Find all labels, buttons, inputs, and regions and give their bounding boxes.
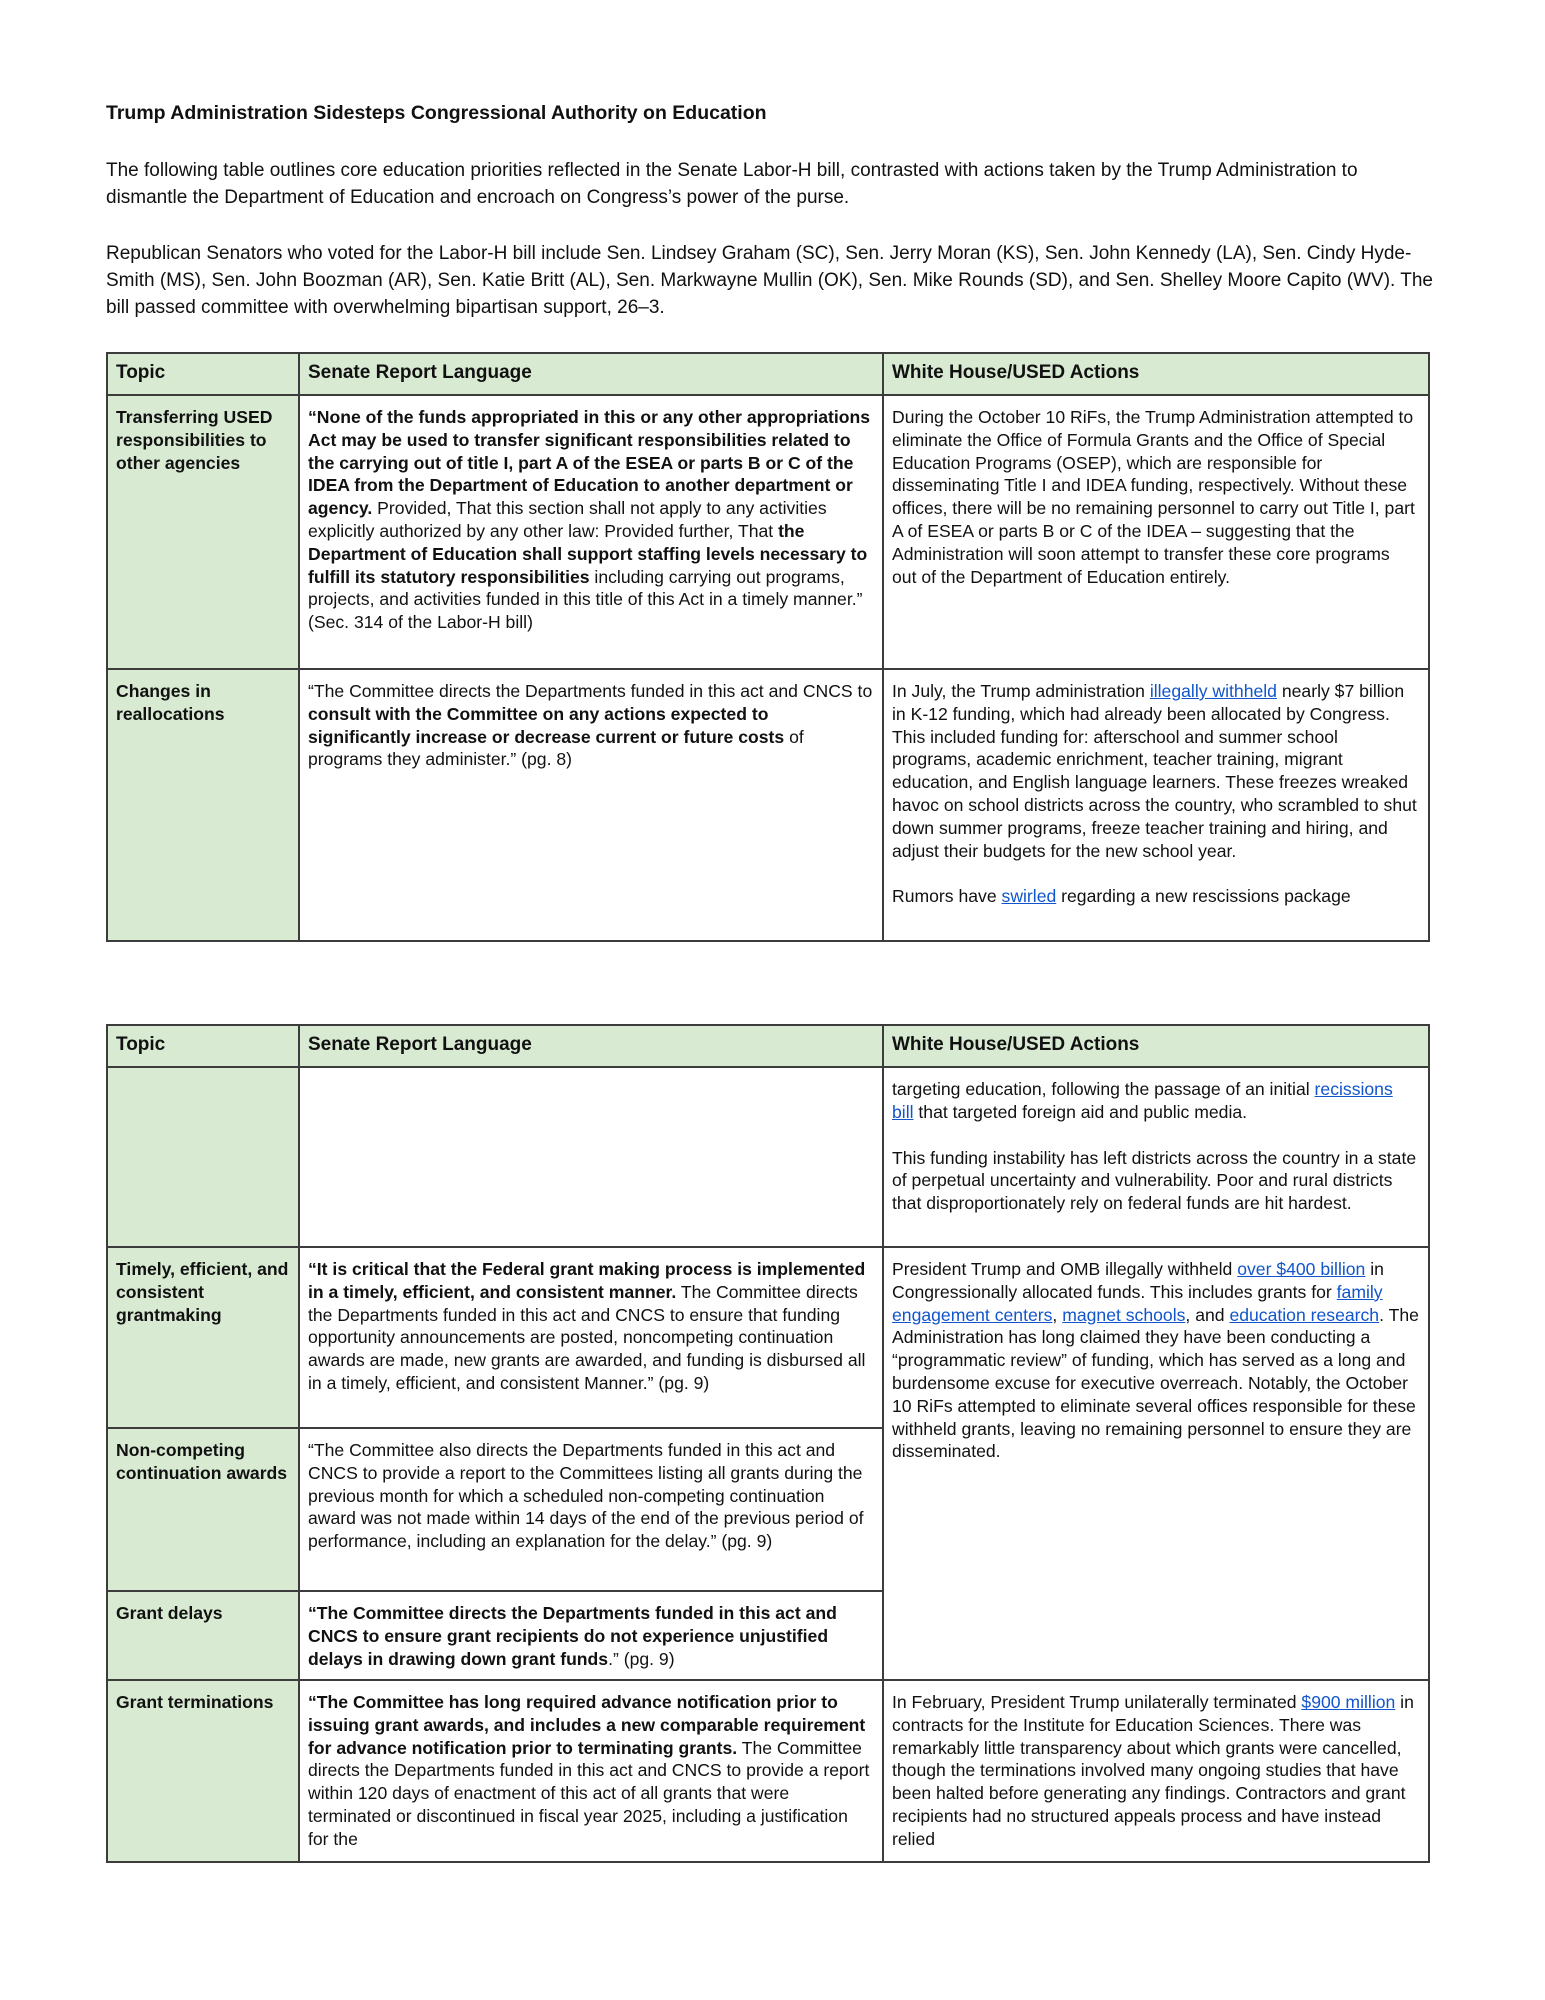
header-topic: Topic (107, 353, 299, 395)
senate-text: Provided, That this section shall not apply to any activities explicitly authorized by any other law: Provided further, That (308, 498, 827, 541)
intro-paragraph: The following table outlines core education priorities reflected in the Senate Labor-H bill, contrasted with actions taken by the Trump Administration to dismantle the Department of Education and encroach on Congress’s power of the purse. (106, 160, 1358, 208)
900-million-link[interactable]: $900 million (1301, 1692, 1396, 1712)
header-white-house-actions: White House/USED Actions (883, 353, 1429, 395)
senate-language-cell (299, 1680, 883, 1862)
topic-cell (107, 1067, 299, 1247)
white-house-action-cell (883, 1067, 1429, 1247)
table-row (107, 395, 1429, 669)
header-senate-report-language: Senate Report Language (299, 1025, 883, 1067)
white-house-action-cell (883, 1680, 1429, 1862)
action-text: , and (1185, 1304, 1230, 1325)
table-row (107, 669, 1429, 941)
senate-language-cell (299, 1591, 883, 1680)
table-header-row (107, 1025, 1429, 1067)
topic-cell: Timely, efficient, and consistent grantmaking (107, 1247, 299, 1428)
senate-bold-text: “None of the funds appropriated in this or any other appropriations Act may be used to transfer significant responsibilities related to the carrying out of title I, part A of the ESEA or parts B or C of the IDEA from the Department of Education to another department or agency. (308, 407, 871, 519)
topic-cell: Non-competing continuation awards (107, 1428, 299, 1591)
senators-paragraph: Republican Senators who voted for the Labor-H bill include Sen. Lindsey Graham (SC), Sen. Jerry Moran (KS), Sen. John Kennedy (LA), Sen. Cindy Hyde-Smith (MS), Sen. John Boozman (AR), Sen. Katie Britt (AL), Sen. Markwayne Mullin (OK), Sen. Mike Rounds (SD), and Sen. Shelley Moore Capito (WV). The bill passed committee with overwhelming bipartisan support, 26–3. (106, 243, 1433, 318)
action-text: . The Administration has long claimed they have been conducting a “programmatic review” of funding, which has served as a long and burdensome excuse for executive overreach. Notably, the October 10 RiFs attempted to eliminate several offices responsible for these withheld grants, leaving no remaining personnel to ensure they are disseminated. (892, 1304, 1419, 1462)
senate-text: The Committee directs the Departments funded in this act and CNCS to provide a report within 120 days of enactment of this act of all grants that were terminated or discontinued in fiscal year 2025, including a justification for the (308, 1737, 870, 1849)
education-research-link[interactable]: education research (1229, 1304, 1380, 1325)
senate-language-cell: “The Committee also directs the Departments funded in this act and CNCS to provide a report to the Committees listing all grants during the previous month for which a scheduled non-competing continuation award was not made within 14 days of the end of the previous period of performance, including an explanation for the delay.” (pg. 9) (299, 1428, 883, 1591)
white-house-action-cell (883, 669, 1429, 941)
table-row (107, 1067, 1429, 1247)
comparison-table-1 (106, 352, 1430, 942)
header-white-house-actions: White House/USED Actions (883, 1025, 1429, 1067)
table-row (107, 1247, 1429, 1428)
senate-text: “The Committee directs the Departments funded in this act and CNCS to (308, 681, 873, 701)
action-text: Rumors have (892, 886, 1002, 907)
action-text: targeting education, following the passage of an initial (892, 1079, 1315, 1099)
senate-bold-text: consult with the Committee on any actions expected to significantly increase or decrease current or future costs (308, 703, 785, 747)
senate-bold-text: “The Committee has long required advance notification prior to issuing grant awards, and includes a new comparable requirement for advance notification prior to terminating grants. (308, 1692, 866, 1758)
white-house-action-cell: During the October 10 RiFs, the Trump Administration attempted to eliminate the Office of Formula Grants and the Office of Special Education Programs (OSEP), which are responsible for disseminating Title I and IDEA funding, respectively. Without these offices, there will be no remaining personnel to carry out Title I, part A of ESEA or parts B or C of the IDEA – suggesting that the Administration will soon attempt to transfer these core programs out of the Department of Education entirely. (883, 395, 1429, 669)
topic-cell: Grant terminations (107, 1680, 299, 1862)
action-text: , (1052, 1304, 1063, 1325)
topic-cell: Grant delays (107, 1591, 299, 1680)
action-text: nearly $7 billion in K-12 funding, which had already been allocated by Congress. This included funding for: afterschool and summer school programs, academic enrichment, teacher training, migrant education, and English language learners. These freezes wreaked havoc on school districts across the country, who scrambled to shut down summer programs, freeze teacher training and hiring, and adjust their budgets for the new school year. (892, 681, 1417, 861)
senate-text: of programs they administer.” (pg. 8) (308, 726, 804, 770)
action-text: that targeted foreign aid and public media. (913, 1101, 1248, 1122)
senate-language-cell (299, 1247, 883, 1428)
senate-text: The Committee directs the Departments funded in this act and CNCS to ensure that funding opportunity announcements are posted, noncompeting continuation awards are made, new grants are awarded, and funding is disbursed all in a timely, efficient, and consistent Manner.” (pg. 9) (308, 1281, 866, 1393)
senate-language-cell (299, 669, 883, 941)
senate-text: .” (pg. 9) (608, 1648, 675, 1669)
white-house-action-cell (883, 1247, 1429, 1680)
senate-text: including carrying out programs, projects, and activities funded in this title of this Act in a timely manner.” (Sec. 314 of the Labor-H bill) (308, 566, 863, 633)
action-text: in contracts for the Institute for Education Sciences. There was remarkably little transparency about which grants were cancelled, though the terminations involved many ongoing studies that have been halted before generating any findings. Contractors and grant recipients had no structured appeals process and have instead relied (892, 1692, 1414, 1849)
topic-cell: Transferring USED responsibilities to other agencies (107, 395, 299, 669)
senate-language-cell (299, 1067, 883, 1247)
family-engagement-centers-link[interactable]: family engagement centers (892, 1281, 1383, 1325)
action-text: In July, the Trump administration (892, 681, 1150, 701)
action-text: in Congressionally allocated funds. This includes grants for (892, 1259, 1384, 1302)
table-header-row (107, 353, 1429, 395)
senate-language-cell (299, 395, 883, 669)
action-text: regarding a new rescissions package (1056, 886, 1351, 907)
magnet-schools-link[interactable]: magnet schools (1062, 1304, 1186, 1325)
page-title: Trump Administration Sidesteps Congressional Authority on Education (106, 102, 767, 124)
header-topic: Topic (107, 1025, 299, 1067)
senate-bold-text: the Department of Education shall support staffing levels necessary to fulfill its statutory responsibilities (308, 520, 868, 587)
table-row (107, 1680, 1429, 1862)
header-senate-report-language: Senate Report Language (299, 353, 883, 395)
senate-bold-text: “It is critical that the Federal grant making process is implemented in a timely, efficient, and consistent manner. (308, 1259, 866, 1302)
illegally-withheld-link[interactable]: illegally withheld (1149, 681, 1277, 701)
action-text: In February, President Trump unilaterally terminated (892, 1692, 1302, 1712)
swirled-link[interactable]: swirled (1001, 886, 1057, 907)
comparison-table-2 (106, 1024, 1430, 1863)
senate-bold-text: “The Committee directs the Departments funded in this act and CNCS to ensure grant recipients do not experience unjustified delays in drawing down grant funds (308, 1603, 837, 1669)
action-text: This funding instability has left districts across the country in a state of perpetual uncertainty and vulnerability. Poor and rural districts that disproportionately rely on federal funds are hit hardest. (892, 1147, 1417, 1214)
action-text: President Trump and OMB illegally withheld (892, 1259, 1238, 1279)
recissions-bill-link[interactable]: recissions bill (892, 1079, 1393, 1122)
topic-cell: Changes in reallocations (107, 669, 299, 941)
over-400-billion-link[interactable]: over $400 billion (1237, 1259, 1366, 1279)
